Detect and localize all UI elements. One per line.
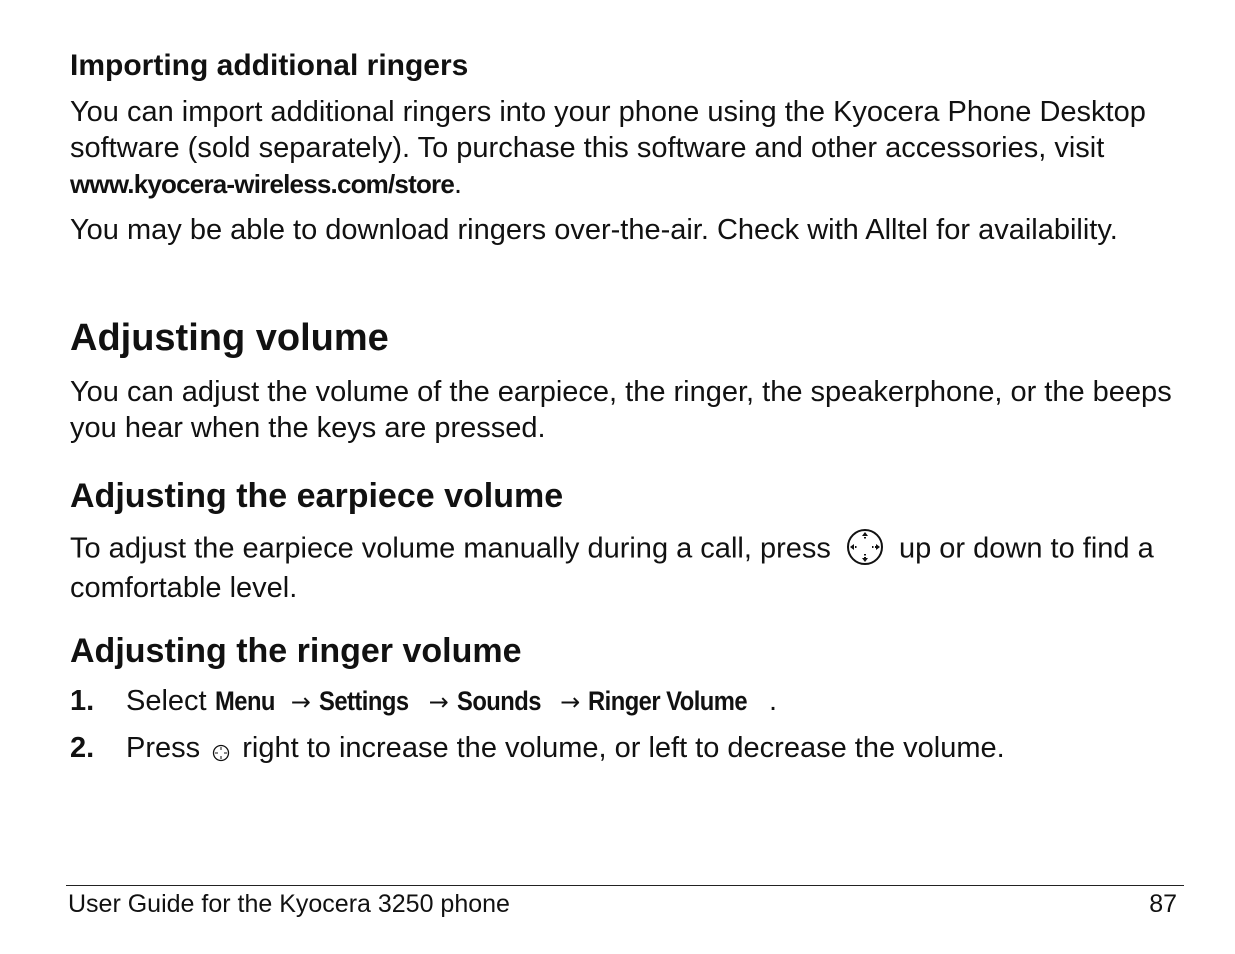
menu-item-menu: Menu [214,686,275,716]
paragraph-importing-ringers [70,94,1180,202]
step-text-suffix: right to increase the volume, or left to decrease the volume. [234,732,1005,764]
paragraph-text: up or down to find a comfortable level. [70,532,1154,604]
paragraph-text: To adjust the earpiece volume manually during a call, press [70,532,839,565]
arrow-icon: → [560,688,581,716]
step-text [126,730,1005,766]
page-number: 87 [1149,890,1177,918]
step-text-prefix: Press [126,732,209,764]
menu-item-settings: Settings [318,686,409,716]
menu-item-sounds: Sounds [456,686,541,716]
navigation-key-icon [212,744,230,762]
heading-earpiece-volume: Adjusting the earpiece volume [70,477,564,515]
paragraph-text: You can import additional ringers into your phone using the Kyocera Phone Desktop software (sold separately). To purchase this software and other accessories, visit [70,96,1146,164]
paragraph-over-the-air: You may be able to download ringers over-the-air. Check with Alltel for availability. [70,214,1118,246]
arrow-icon: → [428,688,449,716]
step-text-prefix: Select [126,685,215,717]
step-text-suffix: . [768,685,778,717]
paragraph-earpiece-volume [70,530,1180,606]
step-number: 2. [70,732,95,764]
menu-item-ringer-volume: Ringer Volume [588,686,748,716]
footer-divider [66,885,1184,886]
paragraph-adjusting-volume: You can adjust the volume of the earpiece, the ringer, the speakerphone, or the beeps you hear when the keys are pressed. [70,376,1172,444]
navigation-key-icon [845,527,885,567]
heading-adjusting-volume: Adjusting volume [70,317,389,359]
footer-title: User Guide for the Kyocera 3250 phone [68,890,510,918]
store-url-link[interactable]: www.kyocera-wireless.com/store [70,169,455,199]
heading-importing-ringers: Importing additional ringers [70,49,469,82]
heading-ringer-volume: Adjusting the ringer volume [70,632,522,670]
arrow-icon: → [290,688,311,716]
step-number: 1. [70,685,95,717]
paragraph-text: . [454,168,463,200]
step-text [126,683,777,720]
